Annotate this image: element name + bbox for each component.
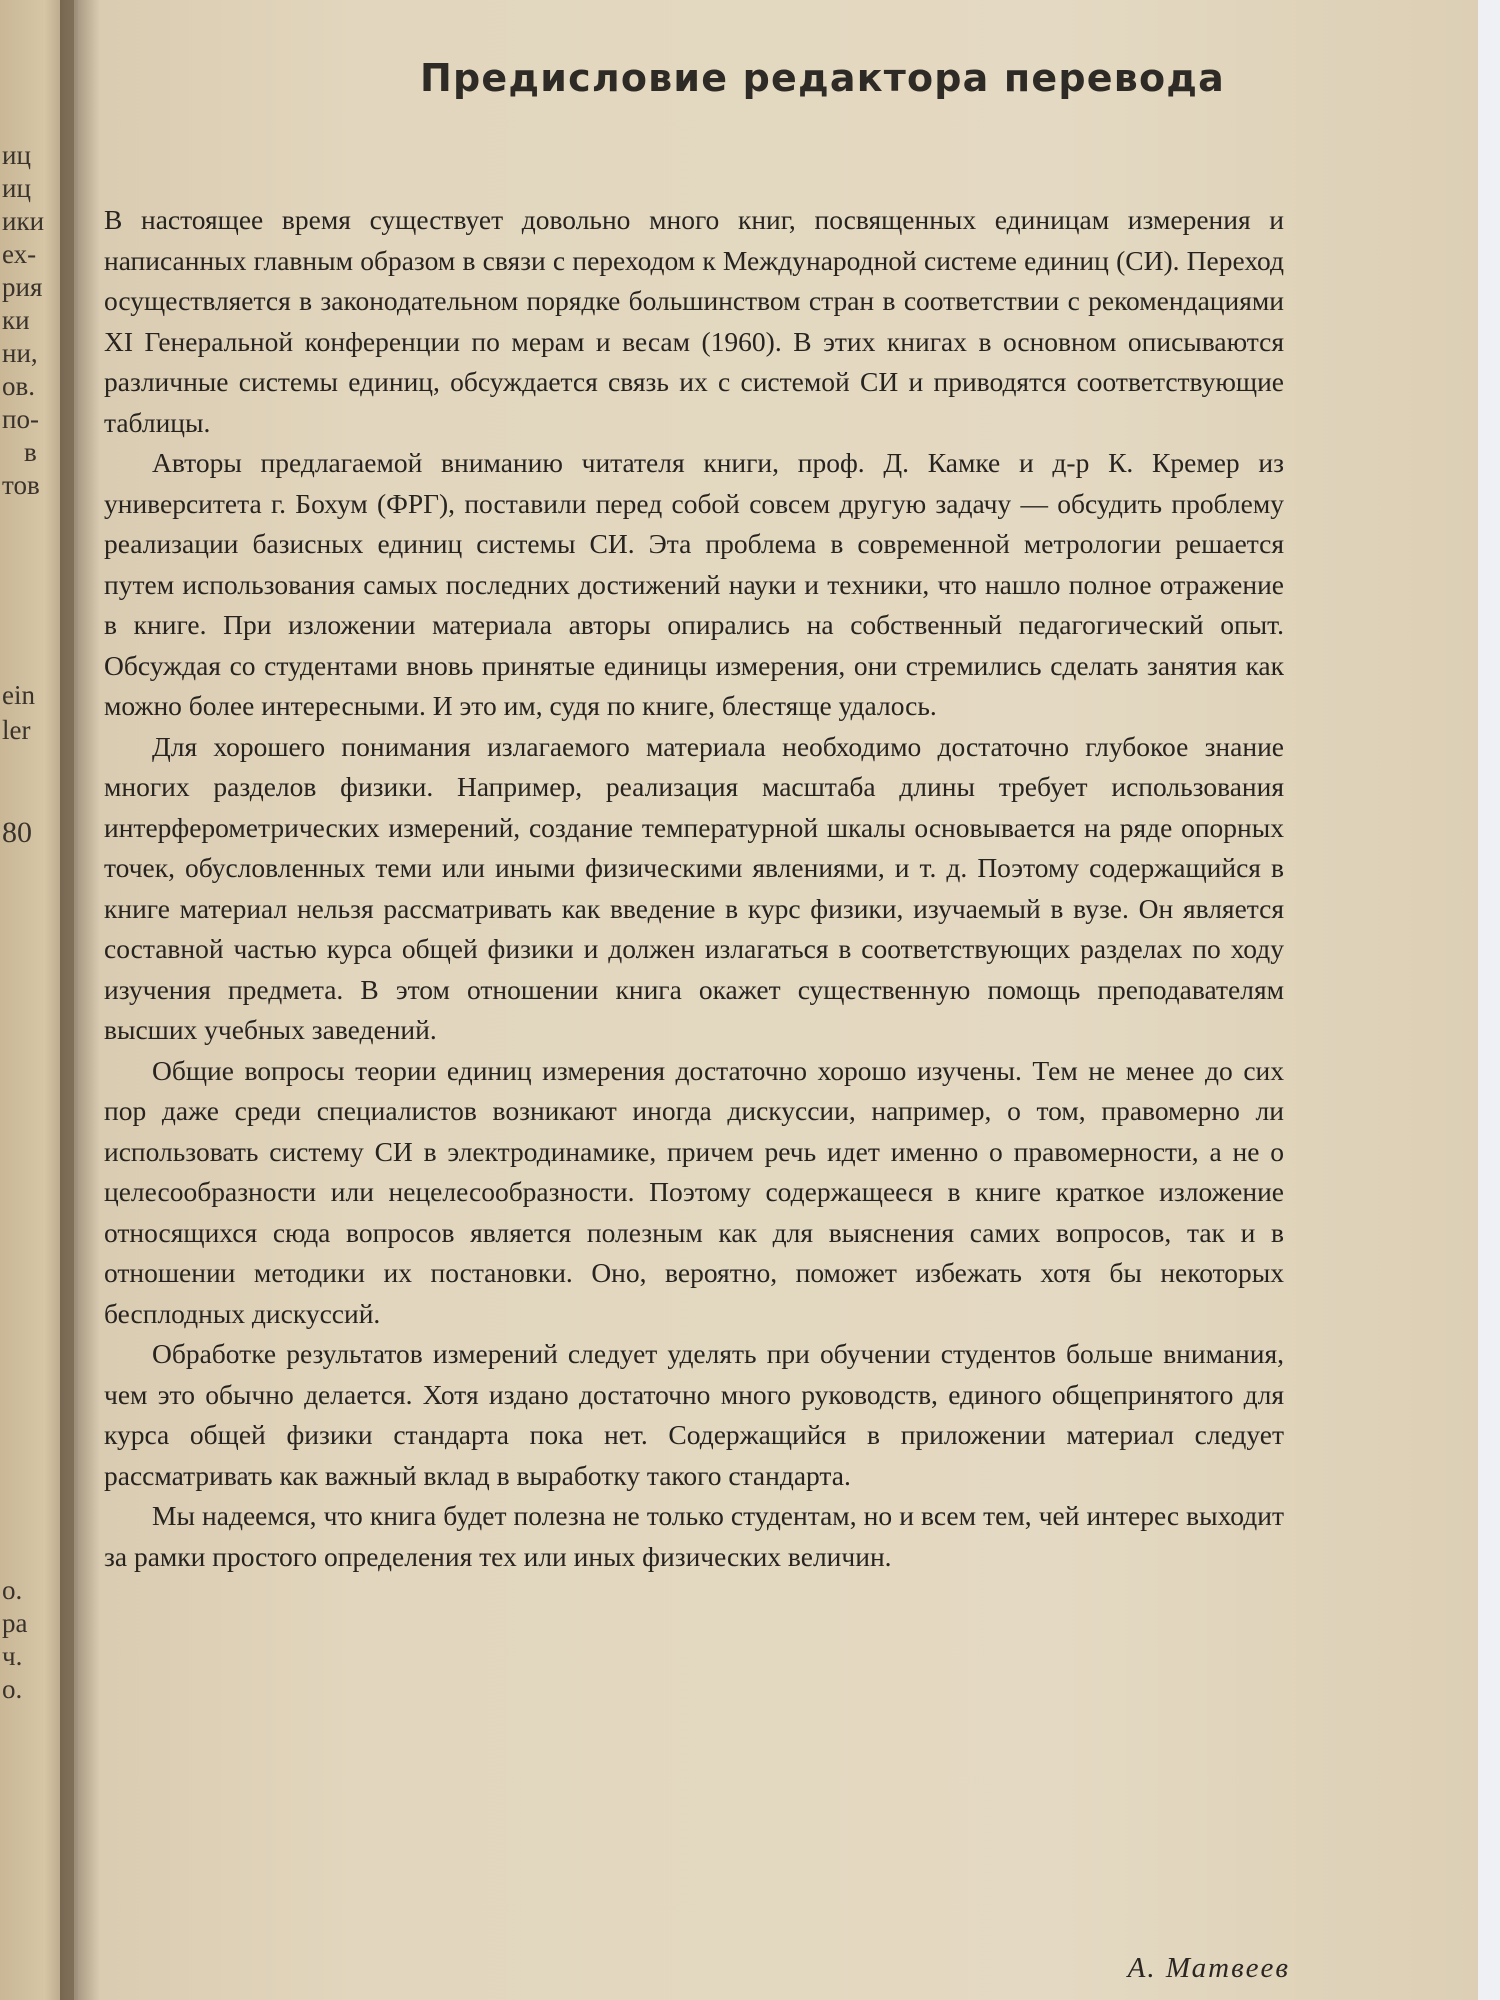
left-page-fragment: о.: [2, 1575, 23, 1605]
paragraph: Общие вопросы теории единиц измерения достаточно хорошо изучены. Тем не менее до сих пор даже среди специалистов возникают иногда дискуссии, например, о том, правомерно ли использовать систему СИ в электродинамике, причем речь идет именно о правомерности, а не о целесообразности или нецелесообразности. Поэтому содержащееся в книге краткое изложение относящихся сюда вопросов является полезным как для выяснения самих вопросов, так и в отношении методики их постановки. Оно, вероятно, поможет избежать хотя бы некоторых бесплодных дискуссий.: [104, 1054, 1284, 1329]
left-page-fragment: рия: [2, 272, 43, 302]
left-page-fragment: в: [24, 437, 37, 467]
paragraph: Обработке результатов измерений следует уделять при обучении студентов больше внимания, чем это обычно делается. Хотя издано достаточно много руководств, единого общепринятого для курса общей физики стандарта пока нет. Содержащийся в приложении материал следует рассматривать как важный вклад в выработку такого стандарта.: [104, 1338, 1284, 1491]
paragraph: Для хорошего понимания излагаемого материала необходимо достаточно глубокое знание многих разделов физики. Например, реализация масштаба длины требует использования интерферометрических измерений, создание температурной шкалы основывается на ряде опорных точек, обусловленных теми или иными физическими явлениями, и т. д. Поэтому содержащийся в книге материал нельзя рассматривать как введение в курс физики, изучаемый в вузе. Он является составной частью курса общей физики и должен излагаться в соответствующих разделах по ходу изучения предмета. В этом отношении книга окажет существенную помощь преподавателям высших учебных заведений.: [104, 730, 1284, 1045]
left-page-fragment: ler: [2, 715, 31, 745]
left-page-fragment: о.: [2, 1674, 23, 1704]
paragraph: Авторы предлагаемой вниманию читателя книги, проф. Д. Камке и д-р К. Кремер из университета г. Бохум (ФРГ), поставили перед собой совсем другую задачу — обсудить проблему реализации базисных единиц системы СИ. Эта проблема в современной метрологии решается путем использования самых последних достижений науки и техники, что нашло полное отражение в книге. При изложении материала авторы опирались на собственный педагогический опыт. Обсуждая со студентами вновь принятые единицы измерения, они стремились сделать занятия как можно более интересными. И это им, судя по книге, блестяще удалось.: [104, 447, 1284, 721]
paragraph: Мы надеемся, что книга будет полезна не только студентам, но и всем тем, чей интерес выходит за рамки простого определения тех или иных физических величин.: [104, 1500, 1284, 1572]
paragraph: В настоящее время существует довольно много книг, посвященных единицам измерения и написанных главным образом в связи с переходом к Международной системе единиц (СИ). Переход осуществляется в законодательном порядке большинством стран в соответствии с рекомендациями XI Генеральной конференции по мерам и весам (1960). В этих книгах в основном описываются различные системы единиц, обсуждается связь их с системой СИ и приводятся соответствующие таблицы.: [104, 204, 1284, 438]
body-text: [104, 200, 1284, 1577]
page-title: Предисловие редактора перевода: [420, 56, 1226, 100]
author-signature: А. Матвеев: [1127, 1952, 1290, 1984]
left-page-fragment: ки: [2, 305, 30, 335]
left-page-fragment: 80: [2, 816, 32, 849]
left-page-fragment: ов.: [2, 371, 35, 401]
left-page-fragment: ein: [2, 680, 35, 710]
left-page-fragment: ч.: [2, 1641, 23, 1671]
left-page-fragment: ра: [2, 1608, 28, 1638]
left-page-fragment: иц: [2, 140, 31, 170]
left-page-fragment: иц: [2, 173, 31, 203]
left-page-fragment: ни,: [2, 338, 38, 368]
background-edge: [1478, 0, 1500, 2000]
book-gutter-shadow: [60, 0, 100, 2000]
left-page-fragment: по-: [2, 404, 39, 434]
left-page-fragment: ех-: [2, 239, 37, 269]
left-page-fragment: тов: [2, 470, 40, 500]
left-page-fragment: ики: [2, 206, 45, 236]
